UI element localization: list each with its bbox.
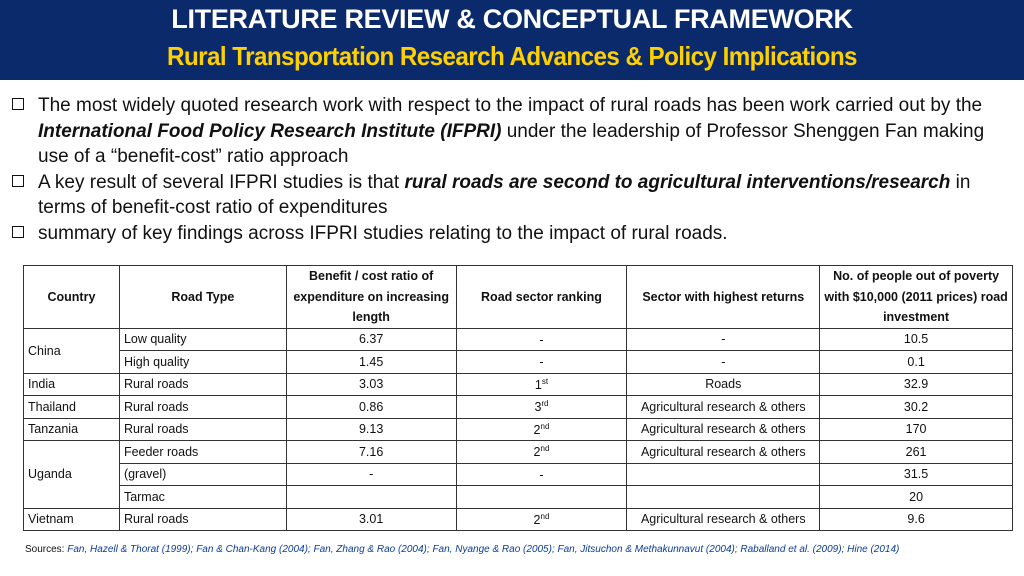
- sector-cell: Agricultural research & others: [627, 396, 820, 419]
- table-row: [24, 463, 1013, 486]
- ratio-cell: 9.13: [286, 418, 456, 441]
- rank-suffix: rd: [541, 399, 549, 409]
- table-row: [24, 373, 1013, 396]
- column-header: No. of people out of poverty with $10,000 (2011 prices) road investment: [820, 266, 1013, 329]
- country-cell: Vietnam: [24, 508, 120, 531]
- road-type-cell: Rural roads: [119, 396, 286, 419]
- column-header: Country: [24, 266, 120, 329]
- rank-value: 3: [534, 400, 542, 415]
- rank-cell: [456, 486, 627, 509]
- rank-cell: [456, 396, 627, 419]
- sources-references: Fan, Hazell & Thorat (1999); Fan & Chan-Kang (2004); Fan, Zhang & Rao (2004); Fan, Nyange & Rao (2005); Fan, Jitsuchon & Methakunnavut (2004); Raballand et al. (2009); Hine (2014): [67, 544, 900, 555]
- country-cell: China: [24, 328, 120, 373]
- people-cell: 10.5: [820, 328, 1013, 351]
- bullet-text: in terms of benefit-cost ratio of expenditures: [38, 171, 971, 218]
- findings-table: [23, 265, 1013, 531]
- sector-cell: -: [627, 351, 820, 374]
- checkbox-bullet-icon: [12, 98, 24, 110]
- people-cell: 31.5: [820, 463, 1013, 486]
- checkbox-bullet-icon: [12, 226, 24, 238]
- road-type-cell: Tarmac: [119, 486, 286, 509]
- rank-cell: [456, 373, 627, 396]
- sector-cell: [627, 486, 820, 509]
- ratio-cell: 3.03: [286, 373, 456, 396]
- bullet-text: The most widely quoted research work with respect to the impact of rural roads has been work carried out by the: [38, 95, 983, 116]
- sector-cell: [627, 463, 820, 486]
- rank-value: 2: [533, 445, 541, 460]
- rank-suffix: nd: [540, 421, 550, 431]
- bullet-emphasis: International Food Policy Research Institute (IFPRI): [38, 120, 502, 142]
- bullet-text: A key result of several IFPRI studies is that: [38, 171, 405, 193]
- sector-cell: -: [627, 328, 820, 351]
- page-title: LITERATURE REVIEW & CONCEPTUAL FRAMEWORK: [171, 4, 853, 34]
- rank-value: -: [539, 467, 544, 482]
- rank-value: 2: [533, 512, 541, 527]
- rank-suffix: st: [541, 376, 549, 386]
- sector-cell: Agricultural research & others: [627, 508, 820, 531]
- bullet-item: [8, 93, 1013, 170]
- bullet-item: [8, 221, 1013, 247]
- people-cell: 9.6: [820, 508, 1013, 531]
- rank-cell: [456, 441, 627, 464]
- road-type-cell: Rural roads: [119, 418, 286, 441]
- people-cell: 170: [820, 418, 1013, 441]
- rank-value: 2: [533, 422, 541, 437]
- column-header: Road Type: [119, 266, 286, 329]
- table-row: [24, 486, 1013, 509]
- country-cell: Uganda: [24, 441, 120, 509]
- checkbox-bullet-icon: [12, 175, 24, 187]
- table-row: [24, 351, 1013, 374]
- sources-footnote: [25, 544, 899, 555]
- people-cell: 0.1: [820, 351, 1013, 374]
- country-cell: Tanzania: [24, 418, 120, 441]
- ratio-cell: [286, 486, 456, 509]
- rank-cell: [456, 328, 627, 351]
- people-cell: 261: [820, 441, 1013, 464]
- rank-value: -: [539, 355, 544, 370]
- people-cell: 30.2: [820, 396, 1013, 419]
- bullet-text: under the leadership of Professor Shenggen Fan making use of a “benefit-cost” ratio approach: [38, 120, 985, 167]
- ratio-cell: 6.37: [286, 328, 456, 351]
- people-cell: 20: [820, 486, 1013, 509]
- bullet-item: [8, 170, 1013, 221]
- country-cell: India: [24, 373, 120, 396]
- page-subtitle: Rural Transportation Research Advances & Policy Implications: [167, 41, 857, 71]
- table-row: [24, 396, 1013, 419]
- bullet-list: [8, 93, 1013, 246]
- ratio-cell: -: [286, 463, 456, 486]
- sector-cell: Roads: [627, 373, 820, 396]
- rank-cell: [456, 418, 627, 441]
- road-type-cell: Rural roads: [119, 373, 286, 396]
- road-type-cell: High quality: [119, 351, 286, 374]
- ratio-cell: 0.86: [286, 396, 456, 419]
- table-row: [24, 328, 1013, 351]
- people-cell: 32.9: [820, 373, 1013, 396]
- rank-cell: [456, 508, 627, 531]
- rank-suffix: nd: [540, 511, 550, 521]
- bullet-text: summary of key findings across IFPRI studies relating to the impact of rural roads.: [38, 222, 728, 244]
- rank-suffix: nd: [540, 444, 550, 454]
- rank-value: 1: [534, 377, 542, 392]
- road-type-cell: Low quality: [119, 328, 286, 351]
- table-row: [24, 441, 1013, 464]
- road-type-cell: Feeder roads: [119, 441, 286, 464]
- rank-cell: [456, 351, 627, 374]
- column-header: Road sector ranking: [456, 266, 627, 329]
- sector-cell: Agricultural research & others: [627, 441, 820, 464]
- table-header-row: [24, 266, 1013, 329]
- road-type-cell: Rural roads: [119, 508, 286, 531]
- title-banner: [0, 0, 1024, 80]
- column-header: Sector with highest returns: [627, 266, 820, 329]
- road-type-cell: (gravel): [119, 463, 286, 486]
- ratio-cell: 7.16: [286, 441, 456, 464]
- table-row: [24, 418, 1013, 441]
- table-row: [24, 508, 1013, 531]
- sources-label: Sources:: [25, 544, 68, 555]
- ratio-cell: 1.45: [286, 351, 456, 374]
- country-cell: Thailand: [24, 396, 120, 419]
- ratio-cell: 3.01: [286, 508, 456, 531]
- rank-cell: [456, 463, 627, 486]
- sector-cell: Agricultural research & others: [627, 418, 820, 441]
- rank-value: -: [539, 332, 544, 347]
- column-header: Benefit / cost ratio of expenditure on increasing length: [286, 266, 456, 329]
- bullet-emphasis: rural roads are second to agricultural interventions/research: [404, 171, 951, 193]
